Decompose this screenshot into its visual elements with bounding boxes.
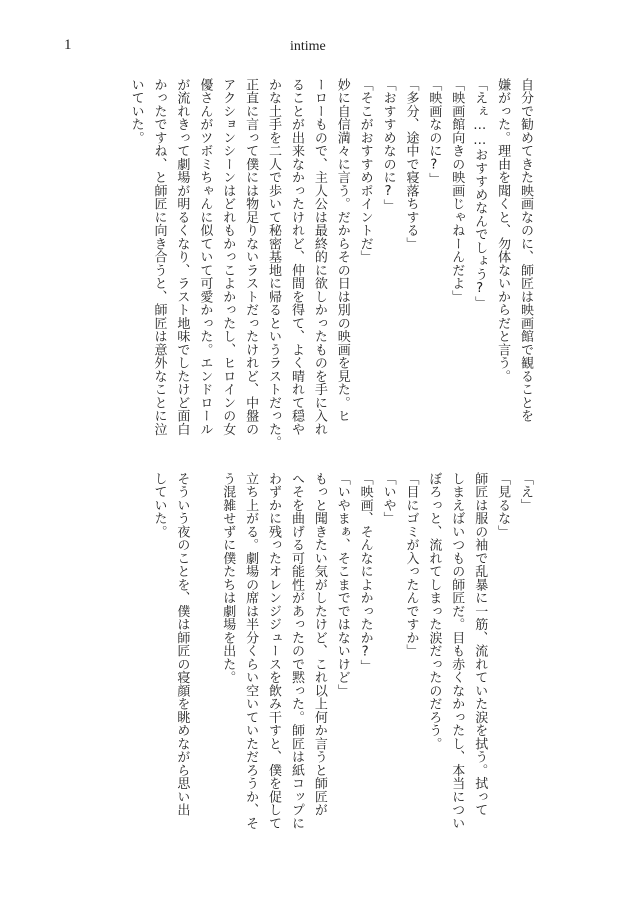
text-line: ることが出来なかったけれど、仲間を得て、よく晴れて穏や — [288, 78, 304, 436]
text-line: 「映画、そんなによかったか?」 — [357, 472, 373, 673]
text-line: 嫌がった。理由を聞くと、勿体ないからだと言う。 — [495, 78, 511, 383]
text-line: 「映画館向きの映画じゃねーんだよ」 — [449, 78, 465, 304]
text-line: 優さんがツボミちゃんに似ていて可愛かった。エンドロール — [197, 78, 213, 436]
text-line: 「見るな」 — [495, 472, 511, 539]
text-line: 「映画なのに?」 — [426, 78, 442, 186]
text-line: わずかに残ったオレンジジュースを飲み干すと、僕を促して — [266, 472, 282, 830]
text-line: 師匠は服の袖で乱暴に一筋、流れていた涙を拭う。拭って — [472, 472, 488, 817]
text-line: 自分で勧めてきた映画なのに、師匠は映画館で観ることを — [518, 78, 533, 423]
text-line: 「そこがおすすめポイントだ」 — [357, 78, 373, 264]
text-line: 「多分、途中で寝落ちする」 — [403, 78, 419, 251]
text-line: 「いや」 — [380, 472, 396, 525]
text-line: 妙に自信満々に言う。だからその日は別の映画を見た。ヒ — [334, 78, 350, 423]
text-line: 「目にゴミが入ったんですか」 — [403, 472, 419, 658]
text-line: 「え」 — [518, 472, 533, 512]
text-line: ぼろっと、流れてしまった涙だったのだろう。 — [426, 472, 442, 751]
text-line: しまえばいつもの師匠だ。目も赤くなかったし、本当につい — [449, 472, 465, 830]
text-line: へそを曲げる可能性があったので黙った。師匠は紙コップに — [288, 472, 304, 830]
running-title: intime — [290, 39, 326, 54]
text-line: いていた。 — [128, 78, 144, 145]
text-line: う混雑せずに僕たちは劇場を出た。 — [220, 472, 236, 684]
text-line: していた。 — [151, 472, 167, 539]
text-line: そういう夜のことを、僕は師匠の寝顔を眺めながら思い出 — [174, 472, 190, 817]
text-line: アクションシーンはどれもかっこよかったし、ヒロインの女 — [220, 78, 236, 436]
text-line: ーローもので、主人公は最終的に欲しかったものを手に入れ — [311, 78, 327, 436]
upper-text-block — [96, 78, 536, 448]
text-line: 立ち上がる。劇場の席は半分くらい空いていただろうか、そ — [243, 472, 259, 830]
text-line: かったですね、と師匠に向き合うと、師匠は意外なことに泣 — [151, 78, 167, 436]
page-number: 1 — [64, 37, 72, 53]
text-line: が流れきって劇場が明るくなり、ラスト地味でしたけど面白 — [174, 78, 190, 436]
text-line: 「いやまぁ、そこまでではないけど」 — [334, 472, 350, 698]
lower-text-block — [96, 472, 536, 842]
blank-line — [192, 472, 215, 842]
text-line: 「おすすめなのに?」 — [380, 78, 396, 213]
text-line: 「えぇ……おすすめなんでしょう?」 — [472, 78, 488, 310]
text-line: かな土手を二人で歩いて秘密基地に帰るというラストだった。 — [266, 78, 282, 449]
text-line: 正直に言って僕には物足りないラストだったけれど、中盤の — [243, 78, 259, 436]
text-line: もっと聞きたい気がしたけど、これ以上何か言うと師匠が — [311, 472, 327, 817]
